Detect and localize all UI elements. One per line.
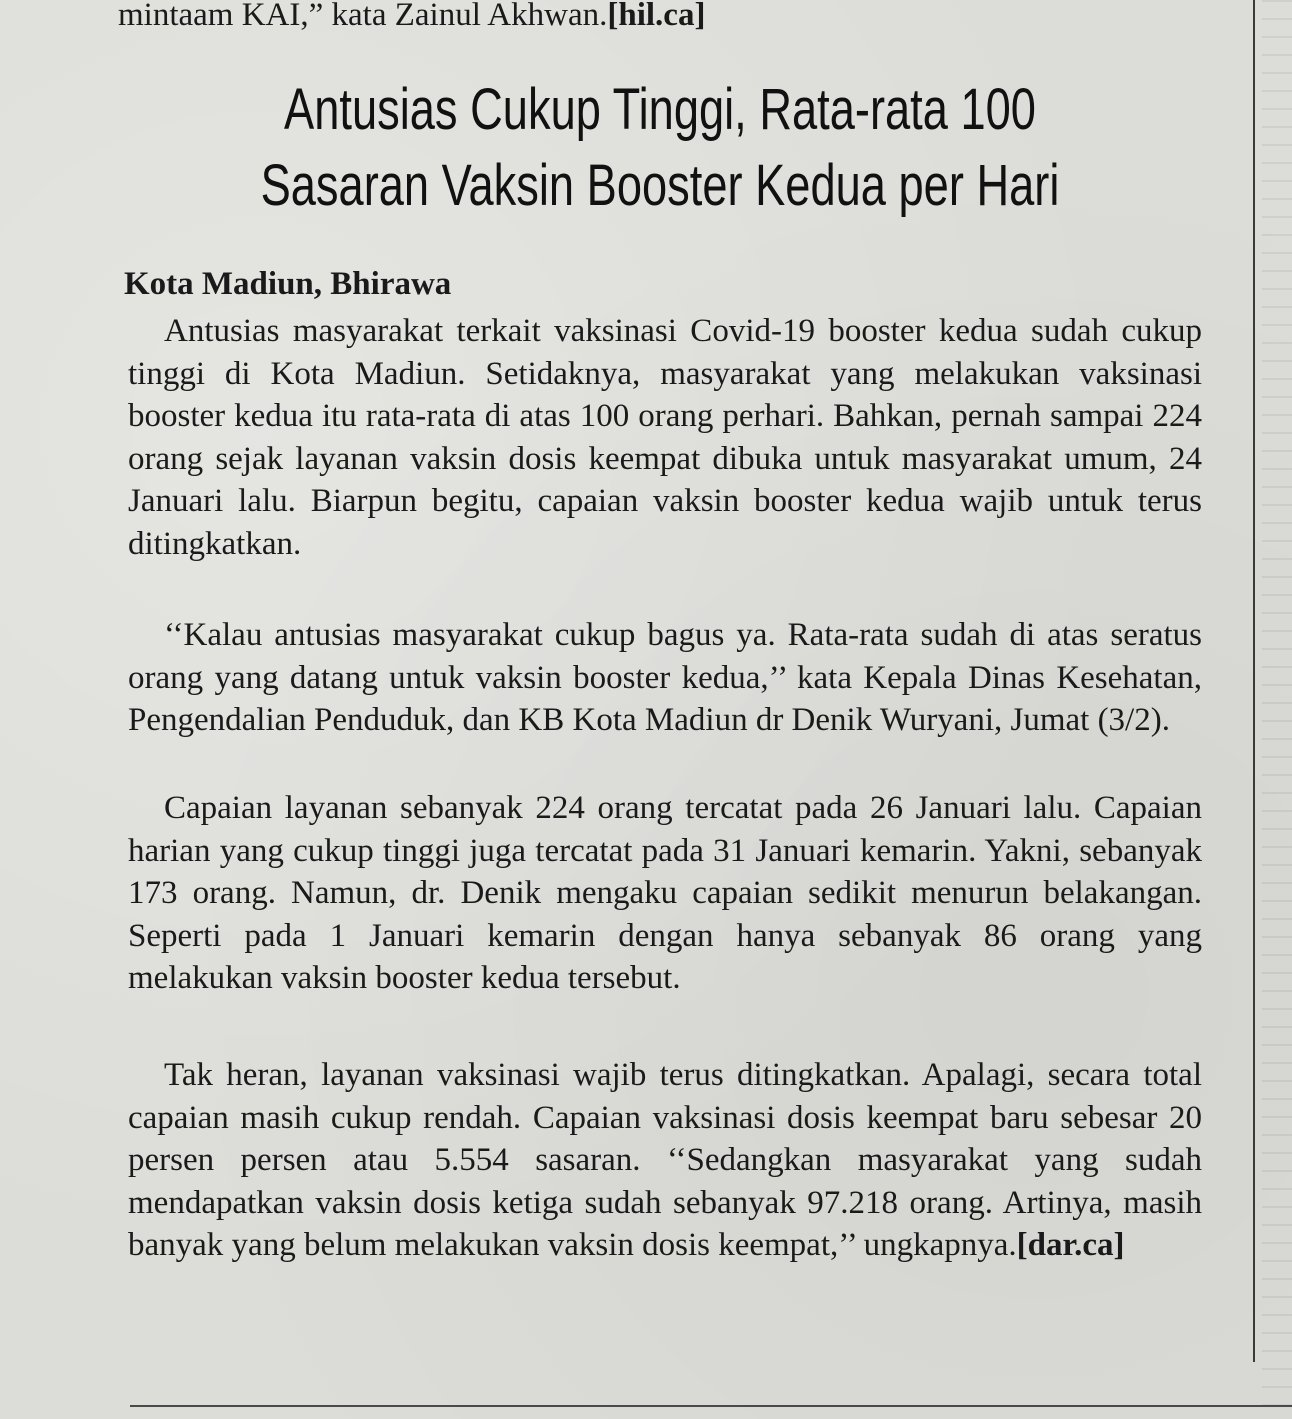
paragraph-text: Antusias masyarakat terkait vaksinasi Covid-19 booster kedua sudah cukup tinggi di Kota Madiun. Setidaknya, masyarakat yang melakukan vaksinasi booster kedua itu rata-rata di atas 100 orang perhari. Bahkan, pernah sampai 224 orang sejak layanan vaksin dosis keempat dibuka untuk masyarakat umum, 24 Januari lalu. Biarpun begitu, capaian vaksin booster kedua wajib untuk terus ditingkatkan. [128, 313, 1202, 562]
previous-article-text: mintaam KAI,” kata Zainul Akhwan. [118, 0, 608, 33]
article-paragraph-1 [128, 310, 1202, 566]
adjacent-column-bleed [1262, 0, 1292, 1419]
headline-line-2: Sasaran Vaksin Booster Kedua per Hari [260, 153, 1060, 218]
article-paragraph-3 [128, 787, 1202, 1000]
bottom-rule [130, 1405, 1292, 1407]
paragraph-text: Tak heran, layanan vaksinasi wajib terus ditingkatkan. Apalagi, secara total capaian masih cukup rendah. Capaian vaksinasi dosis keempat baru sebesar 20 persen persen atau 5.554 sasaran. ‘‘Sedangkan masyarakat yang sudah mendapatkan vaksin dosis ketiga sudah sebanyak 97.218 orang. Artinya, masih banyak yang belum melakukan vaksin dosis keempat,’’ ungkapnya. [128, 1057, 1202, 1264]
article-paragraph-4 [128, 1054, 1202, 1267]
paragraph-with-credit [128, 1054, 1202, 1267]
previous-article-credit: [hil.ca] [607, 0, 706, 33]
headline-line-1: Antusias Cukup Tinggi, Rata-rata 100 [284, 77, 1036, 142]
article-paragraph-2 [128, 614, 1202, 742]
paragraph-text: ‘‘Kalau antusias masyarakat cukup bagus ya. Rata-rata sudah di atas seratus orang yang datang untuk vaksin booster kedua,’’ kata Kepala Dinas Kesehatan, Pengendalian Penduduk, dan KB Kota Madiun dr Denik Wuryani, Jumat (3/2). [128, 617, 1202, 739]
column-rule [1253, 0, 1255, 1362]
headline [239, 72, 1081, 224]
article-credit: [dar.ca] [1016, 1227, 1125, 1264]
paragraph-text: Capaian layanan sebanyak 224 orang tercatat pada 26 Januari lalu. Capaian harian yang cukup tinggi juga tercatat pada 31 Januari kemarin. Yakni, sebanyak 173 orang. Namun, dr. Denik mengaku capaian sedikit menurun belakangan. Seperti pada 1 Januari kemarin dengan hanya sebanyak 86 orang yang melakukan vaksin booster kedua tersebut. [128, 790, 1202, 997]
previous-article-ending [118, 0, 705, 36]
dateline: Kota Madiun, Bhirawa [124, 266, 452, 302]
